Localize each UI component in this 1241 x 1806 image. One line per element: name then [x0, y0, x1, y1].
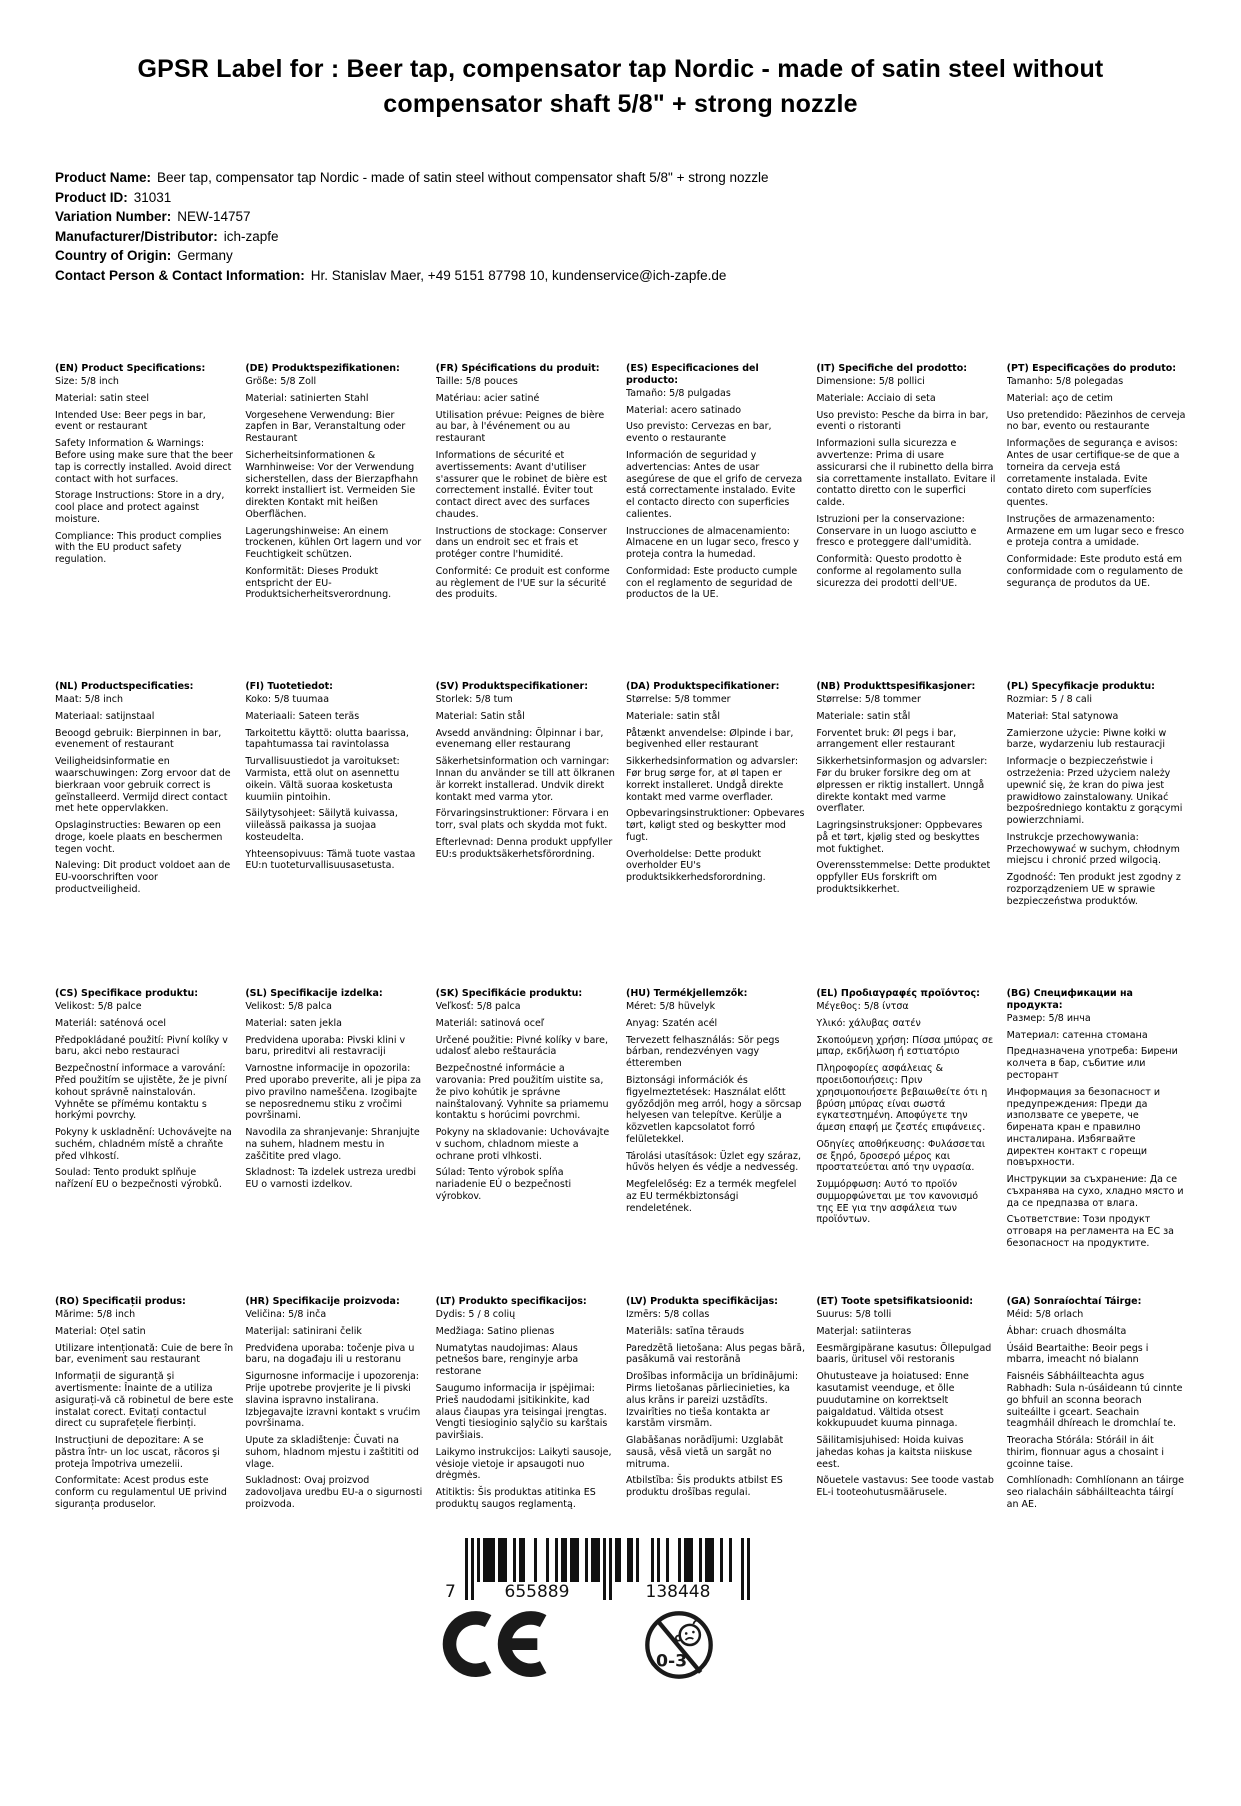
lang-paragraph: Utilizare intenționată: Cuie de bere în bar, eveniment sau restaurant [55, 1342, 234, 1366]
lang-paragraph: Skladnost: Ta izdelek ustreza uredbi EU o varnosti izdelkov. [245, 1167, 416, 1191]
lang-paragraph: Predvidena uporaba: Pivski klini v baru, prireditvi ali restavraciji [245, 1034, 406, 1058]
lang-paragraph: Méret: 5/8 hüvelyk [625, 1001, 716, 1013]
lang-paragraph: Størrelse: 5/8 tommer [625, 694, 731, 706]
lang-paragraph: Размер: 5/8 инча [1006, 1012, 1091, 1024]
product-info-row [55, 168, 1241, 188]
product-info-row [55, 266, 1241, 286]
lang-header: (ET) Toote spetsifikatsioonid: [816, 1296, 974, 1308]
lang-paragraph: Pokyny k uskladnění: Uchovávejte na suchém, chladném místě a chraňte před vlhkostí. [55, 1127, 232, 1162]
lang-header: (PT) Especificações do produto: [1006, 363, 1177, 375]
svg-text:7: 7 [444, 1581, 456, 1602]
baby-face-icon [680, 1624, 700, 1644]
lang-paragraph: Materiál: satinová oceľ [435, 1017, 545, 1029]
lang-paragraph: Informacje o bezpieczeństwie i ostrzeżenia: Przed użyciem należy upewnić się, że kran do piwa jest prawidłowo zainstalowany. Unikać bezpośredniego kontaktu z gorącymi powierzchniami. [1006, 756, 1183, 827]
lang-block-el [816, 988, 995, 1296]
lang-paragraph: Opslaginstructies: Bewaren op een droge, koele plaats en beschermen tegen vocht. [55, 820, 223, 855]
lang-block-fi [245, 681, 424, 988]
lang-paragraph: Velikost: 5/8 palce [55, 1001, 142, 1013]
lang-header: (EN) Product Specifications: [55, 363, 206, 375]
lang-paragraph: Предназначена употреба: Бирени колчета в бар, събитие или ресторант [1006, 1046, 1178, 1081]
lang-paragraph: Overensstemmelse: Dette produktet oppfyller EUs forskrift om produktsikkerhet. [816, 860, 991, 895]
ce-mark-icon [438, 1608, 550, 1682]
lang-paragraph: Atbilstība: Šis produkts atbilst ES produktu drošības regulai. [625, 1475, 783, 1499]
lang-paragraph: Información de seguridad y advertencias: Antes de usar asegúrese de que el grifo de cerveza está correctamente instalado. Evite el contacto directo con superficies calientes. [625, 449, 803, 520]
lang-paragraph: Turvallisuustiedot ja varoitukset: Varmista, että olut on asennettu oikein. Vältä suoraa kosketusta kuumiin pintoihin. [245, 756, 400, 803]
lang-block-lv [626, 1296, 805, 1515]
lang-block-pl [1007, 681, 1186, 988]
info-value: Beer tap, compensator tap Nordic - made of satin steel without compensator shaft 5/8" + strong nozzle [157, 170, 769, 185]
lang-paragraph: Material: acero satinado [625, 404, 742, 416]
lang-paragraph: Οδηγίες αποθήκευσης: Φυλάσσεται σε ξηρό, δροσερό μέρος και προστατεύεται από την υγρασία. [816, 1138, 986, 1174]
lang-paragraph: Rozmiar: 5 / 8 cali [1006, 694, 1092, 706]
lang-paragraph: Megfelelőség: Ez a termék megfelel az EU termékbiztonsági rendeletének. [625, 1179, 797, 1214]
lang-paragraph: Eesmärgipärane kasutus: Õllepulgad baaris, üritusel või restoranis [816, 1342, 992, 1366]
lang-paragraph: Μέγεθος: 5/8 ίντσα [816, 1001, 909, 1013]
lang-paragraph: Tárolási utasítások: Üzlet egy száraz, hűvös helyen és védje a nedvesség. [625, 1150, 801, 1174]
lang-header: (DE) Produktspezifikationen: [245, 363, 400, 375]
lang-paragraph: Υλικό: χάλυβας σατέν [816, 1017, 921, 1029]
lang-paragraph: Naleving: Dit product voldoet aan de EU-voorschriften voor productveiligheid. [55, 860, 231, 895]
product-info-row [55, 207, 1241, 227]
lang-paragraph: Uso pretendido: Pãezinhos de cerveja no bar, evento ou restaurante [1006, 409, 1186, 433]
lang-block-es [626, 363, 805, 681]
lang-paragraph: Tarkoitettu käyttö: olutta baarissa, tapahtumassa tai ravintolassa [245, 727, 409, 751]
page-title: GPSR Label for : Beer tap, compensator tap Nordic - made of satin steel without compensator shaft 5/8" + strong nozzle [137, 55, 1104, 118]
lang-paragraph: Materiaali: Sateen teräs [245, 710, 360, 722]
lang-header: (BG) Спецификации на продукта: [1006, 988, 1133, 1012]
lang-paragraph: Nõuetele vastavus: See toode vastab EL-i tooteohutusmäärusele. [816, 1475, 994, 1499]
lang-paragraph: Materiale: Acciaio di seta [816, 392, 936, 404]
lang-paragraph: Numatytas naudojimas: Alaus petnešos bare, renginyje arba restorane [435, 1342, 579, 1378]
lang-paragraph: Instruções de armazenamento: Armazene em um lugar seco e fresco e proteja contra a umidade. [1006, 513, 1185, 549]
lang-paragraph: Lagringsinstruksjoner: Oppbevares på et tørt, kjølig sted og beskyttes mot fuktighet. [816, 820, 983, 855]
info-value: NEW-14757 [177, 209, 251, 225]
lang-paragraph: Materiale: satin stål [625, 710, 720, 722]
lang-paragraph: Информация за безопасност и предупреждения: Преди да използвате се уверете, че бирената кран е правилно инсталирана. Избягвайте директен контакт с горещи повърхности. [1006, 1086, 1160, 1169]
lang-paragraph: Ohutusteave ja hoiatused: Enne kasutamist veenduge, et õlle puudutamine on korrektselt paigaldatud. Vältida otsest kokkupuudet kuuma pinnaga. [816, 1371, 969, 1430]
lang-paragraph: Materiale: satin stål [816, 710, 911, 722]
lang-paragraph: Faisnéis Sábháilteachta agus Rabhadh: Sula n-úsáideann tú cinnte go bhfuil an sconna beorach suiteáilte i gceart. Seachain teagmháil dhíreach le dromchlaí te. [1006, 1371, 1183, 1430]
lang-paragraph: Material: Oțel satin [55, 1325, 146, 1337]
lang-paragraph: Soulad: Tento produkt splňuje nařízení EU o bezpečnosti výrobků. [55, 1167, 222, 1191]
lang-block-nl [55, 681, 234, 988]
lang-paragraph: Upute za skladištenje: Čuvati na suhom, hladnom mjestu i zaštititi od vlage. [245, 1435, 419, 1470]
lang-block-bg [1007, 988, 1186, 1296]
lang-block-it [816, 363, 995, 681]
product-info-block [55, 168, 1241, 285]
gpsr-label-document [0, 52, 1241, 1806]
lang-paragraph: Conformità: Questo prodotto è conforme al regolamento sulla sicurezza dei prodotti dell'UE. [816, 554, 962, 589]
lang-paragraph: Velikost: 5/8 palca [245, 1001, 332, 1013]
lang-paragraph: Mărime: 5/8 inch [55, 1309, 136, 1321]
lang-paragraph: Säilitamisjuhised: Hoida kuivas jahedas kohas ja kaitsta niiskuse eest. [816, 1435, 973, 1470]
lang-paragraph: Instrucțiuni de depozitare: A se păstra într- un loc uscat, răcoros şi proteja împotriva umezelii. [55, 1435, 220, 1470]
lang-paragraph: Beoogd gebruik: Bierpinnen in bar, evenement of restaurant [55, 727, 222, 751]
product-info-row [55, 188, 1241, 208]
lang-paragraph: Ábhar: cruach dhosmálta [1006, 1325, 1127, 1337]
lang-paragraph: Størrelse: 5/8 tommer [816, 694, 921, 706]
lang-block-lt [436, 1296, 615, 1515]
lang-paragraph: Medžiaga: Satino plienas [435, 1325, 555, 1337]
lang-paragraph: Instrucciones de almacenamiento: Almacene en un lugar seco, fresco y proteja contra la humedad. [625, 525, 799, 561]
lang-paragraph: Material: aço de cetim [1006, 392, 1113, 404]
lang-paragraph: Dydis: 5 / 8 colių [435, 1309, 516, 1321]
lang-paragraph: Veľkosť: 5/8 palca [435, 1001, 521, 1013]
lang-paragraph: Materiał: Stal satynowa [1006, 710, 1119, 722]
product-info-row [55, 246, 1241, 266]
lang-header: (LT) Produkto specifikacijos: [435, 1296, 587, 1308]
lang-header: (PL) Specyfikacje produktu: [1006, 681, 1155, 693]
lang-header: (NB) Produkttspesifikasjoner: [816, 681, 976, 693]
lang-paragraph: Materjal: satiinteras [816, 1325, 912, 1337]
lang-paragraph: Sigurnosne informacije i upozorenja: Prije upotrebe provjerite je li pivski slavina ispravno instalirana. Izbjegavajte izravni kontakt s vrućim površinama. [245, 1371, 421, 1430]
age-warning-0-3-icon [643, 1608, 715, 1682]
lang-paragraph: Comhlíonadh: Comhlíonann an táirge seo rialacháin sábháilteachta táirgí an AE. [1006, 1475, 1184, 1510]
lang-paragraph: Taille: 5/8 pouces [435, 376, 518, 388]
lang-paragraph: Materijal: satinirani čelik [245, 1325, 362, 1337]
lang-paragraph: Informations de sécurité et avertissements: Avant d'utiliser s'assurer que le robinet de bière est correctement installé. Éviter tout contact direct avec des surfaces chaudes. [435, 449, 608, 520]
lang-paragraph: Conformidad: Este producto cumple con el reglamento de seguridad de productos de la UE. [625, 565, 798, 601]
info-label: Variation Number: [55, 209, 172, 225]
lang-paragraph: Sikkerhedsinformation og advarsler: Før brug sørge for, at øl tapen er korrekt installeret. Undgå direkte kontakt med varme overflader. [625, 756, 799, 803]
lang-block-pt [1007, 363, 1186, 681]
svg-text:0-3: 0-3 [655, 1651, 688, 1672]
lang-paragraph: Matériau: acier satiné [435, 392, 540, 404]
lang-paragraph: Yhteensopivuus: Tämä tuote vastaa EU:n tuoteturvallisuusasetusta. [245, 848, 416, 872]
lang-header: (HR) Specifikacije proizvoda: [245, 1296, 400, 1308]
info-label: Product Name: [55, 170, 152, 185]
lang-block-en [55, 363, 234, 681]
info-value: Germany [177, 248, 233, 264]
lang-paragraph: Forventet bruk: Øl pegs i bar, arrangement eller restaurant [816, 727, 957, 751]
lang-paragraph: Zamierzone użycie: Piwne kołki w barze, wydarzeniu lub restauracji [1006, 727, 1167, 751]
lang-paragraph: Storlek: 5/8 tum [435, 694, 513, 706]
lang-block-de [245, 363, 424, 681]
lang-paragraph: Intended Use: Beer pegs in bar, event or restaurant [55, 409, 206, 433]
info-label: Manufacturer/Distributor: [55, 228, 218, 244]
lang-paragraph: Maat: 5/8 inch [55, 694, 123, 706]
lang-paragraph: Safety Information & Warnings: Before using make sure that the beer tap is correctly installed. Avoid direct contact with hot surfaces. [55, 438, 233, 485]
info-value: ich-zapfe [223, 228, 279, 244]
lang-paragraph: Informații de siguranță și avertismente: Înainte de a utiliza asigurați-vă că robinetul de bere este instalat corect. Evitați contactul direct cu suprafețele fierbinți. [55, 1371, 234, 1430]
lang-paragraph: Materiál: saténová ocel [55, 1017, 166, 1029]
lang-paragraph: Utilisation prévue: Peignes de bière au bar, à l'événement ou au restaurant [435, 409, 605, 445]
lang-paragraph: Informazioni sulla sicurezza e avvertenze: Prima di usare assicurarsi che il rubinetto della birra sia correttamente installato. Evitare il contatto diretto con le superfici calde. [816, 438, 996, 509]
lang-paragraph: Avsedd användning: Ölpinnar i bar, evenemang eller restaurang [435, 727, 604, 751]
product-info-row [55, 227, 1241, 247]
lang-block-cs [55, 988, 234, 1296]
lang-block-sv [436, 681, 615, 988]
lang-paragraph: Konformität: Dieses Produkt entspricht der EU-Produktsicherheitsverordnung. [245, 565, 392, 601]
compliance-symbols [0, 1608, 1197, 1682]
lang-paragraph: Efterlevnad: Denna produkt uppfyller EU:s produktsäkerhetsförordning. [435, 836, 613, 860]
lang-paragraph: Påtænkt anvendelse: Ølpinde i bar, begivenhed eller restaurant [625, 727, 794, 751]
lang-paragraph: Istruzioni per la conservazione: Conservare in un luogo asciutto e fresco e proteggere dall'umidità. [816, 513, 977, 549]
svg-text:138448: 138448 [645, 1581, 710, 1602]
barcode [0, 1538, 1215, 1602]
lang-paragraph: Conformitate: Acest produs este conform cu regulamentul UE privind siguranța produselor. [55, 1475, 227, 1510]
lang-paragraph: Lagerungshinweise: An einem trockenen, kühlen Ort lagern und vor Feuchtigkeit schützen. [245, 525, 422, 561]
lang-paragraph: Instrukcje przechowywania: Przechowywać w suchym, chłodnym miejscu i chronić przed wilgocią. [1006, 831, 1180, 867]
lang-block-et [816, 1296, 995, 1515]
lang-paragraph: Σκοπούμενη χρήση: Πίσσα μπύρας σε μπαρ, εκδήλωση ή εστιατόριο [816, 1034, 994, 1058]
lang-paragraph: Material: satinierten Stahl [245, 392, 369, 404]
lang-paragraph: Súlad: Tento výrobok spĺňa nariadenie EÚ o bezpečnosti výrobkov. [435, 1167, 572, 1202]
info-label: Country of Origin: [55, 248, 172, 264]
lang-paragraph: Materiaal: satijnstaal [55, 710, 155, 722]
lang-paragraph: Πληροφορίες ασφάλειας & προειδοποιήσεις: Πριν χρησιμοποιήσετε βεβαιωθείτε ότι η βρύση μπύρας είναι σωστά εγκατεστημένη. Αποφύγετε την άμεση επαφή με ζεστές επιφάνειες. [816, 1063, 988, 1134]
lang-paragraph: Säilytysohjeet: Säilytä kuivassa, viileässä paikassa ja suojaa kosteudelta. [245, 808, 398, 843]
lang-block-hu [626, 988, 805, 1296]
lang-paragraph: Συμμόρφωση: Αυτό το προϊόν συμμορφώνεται με τον κανονισμό της ΕΕ για την ασφάλεια των προϊόντων. [816, 1179, 979, 1226]
lang-paragraph: Izmērs: 5/8 collas [625, 1309, 710, 1321]
lang-header: (SK) Špecifikácie produktu: [435, 988, 583, 1000]
lang-header: (EL) Προδιαγραφές προϊόντος: [816, 988, 980, 1000]
svg-text:655889: 655889 [504, 1581, 569, 1602]
info-label: Contact Person & Contact Information: [55, 267, 305, 283]
lang-paragraph: Koko: 5/8 tuumaa [245, 694, 330, 706]
lang-paragraph: Material: satin steel [55, 392, 149, 404]
barcode-graphic [435, 1538, 755, 1602]
lang-paragraph: Compliance: This product complies with the EU product safety regulation. [55, 530, 222, 566]
lang-paragraph: Saugumo informacija ir įspėjimai: Prieš naudodami įsitikinkite, kad alaus čiaupas yra teisingai įrengtas. Vengti tiesioginio sąlyčio su karštais paviršiais. [435, 1382, 608, 1442]
lang-paragraph: Overholdelse: Dette produkt overholder EU's produktsikkerhedsforordning. [625, 848, 766, 884]
lang-paragraph: Predviđena uporaba: točenje piva u baru, na događaju ili u restoranu [245, 1342, 415, 1366]
lang-header: (SV) Produktspecifikationer: [435, 681, 589, 693]
lang-header: (CS) Specifikace produktu: [55, 988, 199, 1000]
lang-paragraph: Material: saten jekla [245, 1017, 342, 1029]
language-grid [55, 363, 1186, 1515]
lang-block-hr [245, 1296, 424, 1515]
lang-paragraph: Säkerhetsinformation och varningar: Innan du använder se till att ölkranen är korrekt installerad. Undvik direkt kontakt med varma ytor. [435, 756, 615, 803]
lang-paragraph: Tamaño: 5/8 pulgadas [625, 387, 731, 399]
lang-paragraph: Glabāšanas norādījumi: Uzglabāt sausā, vēsā vietā un sargāt no mitruma. [625, 1435, 784, 1470]
lang-paragraph: Paredzētā lietošana: Alus pegas bārā, pasākumā vai restorānā [625, 1342, 805, 1366]
info-value: 31031 [133, 189, 172, 205]
lang-paragraph: Varnostne informacije in opozorila: Pred uporabo preverite, ali je pipa za pivo pravilno nameščena. Izogibajte se neposrednemu stiku z vročimi površinami. [245, 1063, 422, 1122]
lang-paragraph: Материал: сатенна стомана [1006, 1029, 1148, 1041]
lang-paragraph: Conformidade: Este produto está em conformidade com o regulamento de segurança de produtos da UE. [1006, 554, 1183, 589]
lang-header: (IT) Specifiche del prodotto: [816, 363, 968, 375]
lang-paragraph: Biztonsági információk és figyelmeztetések: Használat előtt győződjön meg arról, hogy a sörcsap helyesen van telepítve. Kerülje a közvetlen kapcsolatot forró felületekkel. [625, 1074, 802, 1145]
lang-paragraph: Sikkerhetsinformasjon og advarsler: Før du bruker forsikre deg om at ølpressen er riktig installert. Unngå direkte kontakt med varme overflater. [816, 756, 988, 815]
lang-header: (ES) Especificaciones del producto: [625, 363, 759, 387]
lang-block-ro [55, 1296, 234, 1515]
lang-paragraph: Úsáid Beartaithe: Beoir pegs i mbarra, imeacht nó bialann [1006, 1342, 1149, 1366]
lang-block-fr [436, 363, 615, 681]
lang-paragraph: Zgodność: Ten produkt jest zgodny z rozporządzeniem UE w sprawie bezpieczeństwa produktów. [1006, 872, 1181, 907]
lang-header: (RO) Specificații produs: [55, 1296, 186, 1308]
lang-paragraph: Drošības informācija un brīdinājumi: Pirms lietošanas pārliecinieties, ka alus krāns ir pareizi uzstādīts. Izvairīties no tieša kontakta ar karstām virsmām. [625, 1371, 799, 1430]
lang-paragraph: Opbevaringsinstruktioner: Opbevares tørt, køligt sted og beskytter mod fugt. [625, 808, 805, 843]
lang-paragraph: Instructions de stockage: Conserver dans un endroit sec et frais et protéger contre l'humidité. [435, 525, 607, 561]
lang-paragraph: Förvaringsinstruktioner: Förvara i en torr, sval plats och skydda mot fukt. [435, 808, 609, 832]
info-value: Hr. Stanislav Maer, +49 5151 87798 10, kundenservice@ich-zapfe.de [310, 267, 727, 283]
lang-paragraph: Informações de segurança e avisos: Antes de usar certifique-se de que a torneira da cerveja está corretamente instalada. Evite contato direto com superfícies quentes. [1006, 438, 1180, 509]
lang-paragraph: Storage Instructions: Store in a dry, cool place and protect against moisture. [55, 490, 225, 525]
lang-paragraph: Dimensione: 5/8 pollici [816, 376, 925, 388]
lang-paragraph: Navodila za shranjevanje: Shranjujte na suhem, hladnem mestu in zaščitite pred vlago. [245, 1127, 420, 1162]
lang-paragraph: Suurus: 5/8 tolli [816, 1309, 892, 1321]
lang-paragraph: Anyag: Szatén acél [625, 1017, 718, 1029]
lang-paragraph: Bezpečnostní informace a varování: Před použitím se ujistěte, že je pivní kohout správně nainstalován. Vyhněte se přímému kontaktu s horkými povrchy. [55, 1063, 227, 1122]
lang-block-nb [816, 681, 995, 988]
lang-paragraph: Bezpečnostné informácie a varovania: Pred použitím uistite sa, že pivo kohútik je správne nainštalovaný. Vyhnite sa priamemu kontaktu s horúcimi povrchmi. [435, 1063, 609, 1122]
lang-paragraph: Pokyny na skladovanie: Uchovávajte v suchom, chladnom mieste a ochrane proti vlhkosti. [435, 1127, 610, 1162]
lang-paragraph: Съответствие: Този продукт отговаря на регламента на ЕС за безопасност на продуктите. [1006, 1214, 1174, 1249]
lang-paragraph: Určené použitie: Pivné kolíky v bare, udalosť alebo reštaurácia [435, 1034, 608, 1058]
lang-block-ga [1007, 1296, 1186, 1515]
info-label: Product ID: [55, 189, 128, 205]
lang-block-sl [245, 988, 424, 1296]
lang-header: (HU) Termékjellemzők: [625, 988, 748, 1000]
lang-paragraph: Vorgesehene Verwendung: Bier zapfen in Bar, Veranstaltung oder Restaurant [245, 409, 406, 445]
lang-header: (LV) Produkta specifikācijas: [625, 1296, 778, 1308]
lang-paragraph: Conformité: Ce produit est conforme au règlement de l'UE sur la sécurité des produits. [435, 565, 610, 601]
lang-paragraph: Инструкции за съхранение: Да се съхранява на сухо, хладно място и да се предпазва от влага. [1006, 1174, 1184, 1209]
lang-header: (NL) Productspecificaties: [55, 681, 194, 693]
lang-header: (FR) Spécifications du produit: [435, 363, 600, 375]
lang-paragraph: Materiāls: satīna tērauds [625, 1325, 745, 1337]
lang-header: (GA) Sonraíochtaí Táirge: [1006, 1296, 1142, 1308]
lang-paragraph: Treoracha Stórála: Stóráil in áit thirim, fionnuar agus a chosaint i gcoinne taise. [1006, 1435, 1165, 1470]
lang-block-da [626, 681, 805, 988]
lang-paragraph: Sicherheitsinformationen & Warnhinweise: Vor der Verwendung sicherstellen, dass der Bierzapfhahn korrekt installiert ist. Vermeiden Sie direkten Kontakt mit heißen Oberflächen. [245, 449, 419, 520]
lang-header: (FI) Tuotetiedot: [245, 681, 333, 693]
lang-paragraph: Laikymo instrukcijos: Laikyti sausoje, vėsioje vietoje ir apsaugoti nuo drėgmės. [435, 1446, 612, 1482]
lang-paragraph: Veličina: 5/8 inča [245, 1309, 327, 1321]
lang-block-sk [436, 988, 615, 1296]
lang-paragraph: Předpokládané použití: Pivní kolíky v baru, akci nebo restauraci [55, 1034, 228, 1058]
lang-paragraph: Sukladnost: Ovaj proizvod zadovoljava uredbu EU-a o sigurnosti proizvoda. [245, 1475, 423, 1510]
lang-header: (SL) Specifikacije izdelka: [245, 988, 383, 1000]
lang-paragraph: Größe: 5/8 Zoll [245, 376, 317, 388]
lang-paragraph: Tervezett felhasználás: Sör pegs bárban, rendezvényen vagy étteremben [625, 1034, 780, 1070]
lang-paragraph: Material: Satin stål [435, 710, 525, 722]
lang-paragraph: Méid: 5/8 orlach [1006, 1309, 1084, 1321]
lang-paragraph: Atitiktis: Šis produktas atitinka ES produktų saugos reglamentą. [435, 1487, 596, 1510]
lang-paragraph: Tamanho: 5/8 polegadas [1006, 376, 1124, 388]
lang-paragraph: Uso previsto: Pesche da birra in bar, eventi o ristoranti [816, 409, 989, 433]
lang-paragraph: Size: 5/8 inch [55, 376, 119, 388]
lang-paragraph: Veiligheidsinformatie en waarschuwingen: Zorg ervoor dat de bierkraan voor gebruik correct is geïnstalleerd. Vermijd direct contact met hete oppervlakken. [55, 756, 231, 815]
lang-header: (DA) Produktspecifikationer: [625, 681, 780, 693]
lang-paragraph: Uso previsto: Cervezas en bar, evento o restaurante [625, 421, 772, 445]
